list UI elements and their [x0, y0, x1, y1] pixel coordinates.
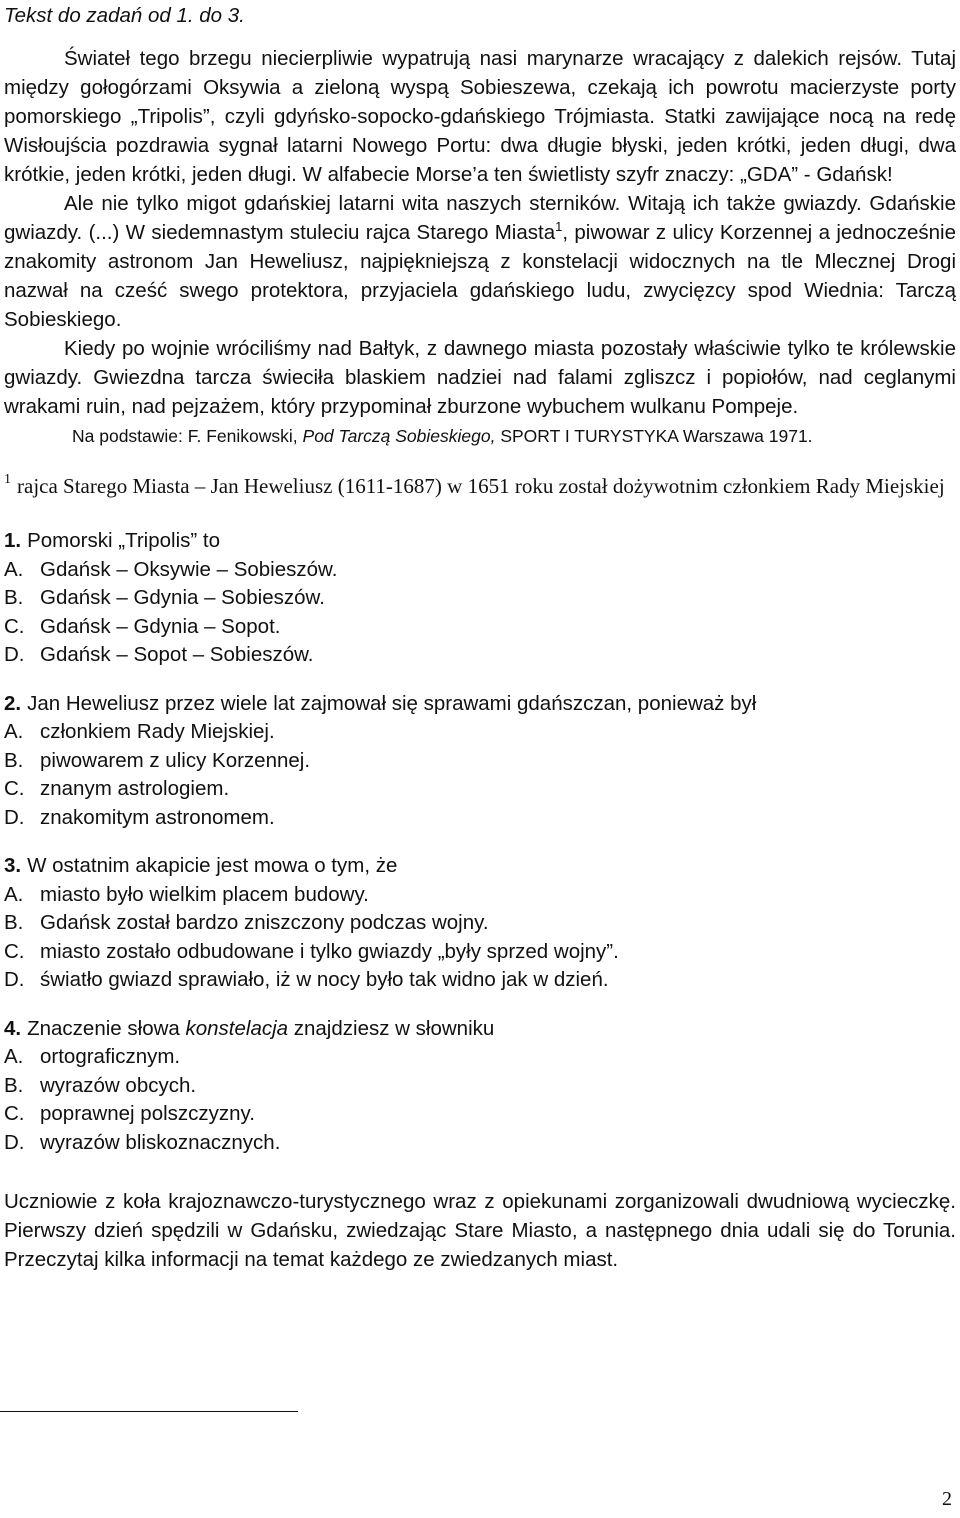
- footnote-text: rajca Starego Miasta – Jan Heweliusz (1611-1687) w 1651 roku został dożywotnim członkiem Rady Miejskiej: [17, 474, 945, 498]
- question-4: [4, 1015, 956, 1158]
- answer-option[interactable]: [4, 966, 956, 995]
- answer-option[interactable]: [4, 804, 956, 833]
- passage-paragraph-3: Kiedy po wojnie wróciliśmy nad Bałtyk, z dawnego miasta pozostały właściwie tylko te królewskie gwiazdy. Gwiezdna tarcza świeciła blaskiem nadziei nad falami zgliszcz i popiołów, nad ceglanymi wrakami ruin, nad pejzażem, który przypominał zburzone wybuchem wulkanu Pompeje.: [4, 337, 956, 418]
- option-letter: C.: [4, 1102, 25, 1125]
- answer-option[interactable]: [4, 1100, 956, 1129]
- answer-option[interactable]: [4, 584, 956, 613]
- question-text: Pomorski „Tripolis” to: [27, 529, 220, 552]
- option-text: Gdańsk – Oksywie – Sobieszów.: [40, 557, 338, 581]
- footnote-divider: [0, 1411, 298, 1412]
- option-text: Gdańsk – Gdynia – Sopot.: [40, 614, 281, 638]
- question-text: W ostatnim akapicie jest mowa o tym, że: [27, 854, 398, 877]
- option-text: wyrazów bliskoznacznych.: [40, 1130, 281, 1154]
- question-text-b: znajdziesz w słowniku: [288, 1016, 495, 1040]
- passage-paragraph-2: [4, 189, 956, 334]
- option-letter: B.: [4, 911, 24, 934]
- source-prefix: Na podstawie: F. Fenikowski,: [72, 426, 303, 446]
- option-letter: C.: [4, 939, 25, 963]
- option-text: wyrazów obcych.: [40, 1073, 197, 1097]
- answer-option[interactable]: [4, 909, 956, 938]
- section-heading: Tekst do zadań od 1. do 3.: [4, 4, 245, 27]
- answer-option[interactable]: [4, 747, 956, 776]
- question-text: Jan Heweliusz przez wiele lat zajmował się sprawami gdańszczan, ponieważ był: [27, 691, 757, 715]
- option-text: Gdańsk został bardzo zniszczony podczas wojny.: [40, 911, 489, 934]
- option-letter: D.: [4, 643, 25, 666]
- question-text-a: Znaczenie słowa: [27, 1016, 186, 1040]
- answer-option[interactable]: [4, 775, 956, 804]
- option-text: znanym astrologiem.: [40, 777, 230, 800]
- answer-option[interactable]: [4, 641, 956, 670]
- document-page: [4, 0, 956, 1295]
- footnote: [4, 471, 956, 501]
- option-letter: B.: [4, 1073, 24, 1097]
- answer-option[interactable]: [4, 718, 956, 747]
- option-text: miasto zostało odbudowane i tylko gwiazdy „były sprzed wojny”.: [40, 939, 619, 963]
- answer-option[interactable]: [4, 938, 956, 967]
- question-number: 4.: [4, 1016, 22, 1040]
- option-letter: A.: [4, 882, 24, 906]
- answer-option[interactable]: [4, 556, 956, 585]
- source-suffix: SPORT I TURYSTYKA Warszawa 1971.: [495, 426, 813, 446]
- answer-option[interactable]: [4, 1129, 956, 1158]
- question-number: 1.: [4, 529, 22, 552]
- passage-paragraph-2-text-a: Ale nie tylko migot gdańskiej latarni wita naszych sterników. Witają ich także gwiazdy. Gdańskie gwiazdy. (...) W siedemnastym stuleciu rajca Starego Miasta: [4, 192, 956, 244]
- option-letter: D.: [4, 1130, 25, 1154]
- option-text: poprawnej polszczyzny.: [40, 1102, 255, 1125]
- question-number: 3.: [4, 854, 22, 877]
- footnote-marker: 1: [4, 472, 11, 487]
- option-text: Gdańsk – Gdynia – Sobieszów.: [40, 586, 325, 609]
- answer-option[interactable]: [4, 881, 956, 910]
- question-number: 2.: [4, 691, 22, 715]
- page-number: 2: [942, 1488, 952, 1510]
- option-letter: B.: [4, 586, 24, 609]
- option-letter: A.: [4, 1045, 24, 1068]
- answer-option[interactable]: [4, 1072, 956, 1101]
- option-letter: C.: [4, 614, 25, 638]
- option-letter: A.: [4, 557, 24, 581]
- source-title: Pod Tarczą Sobieskiego,: [302, 426, 496, 446]
- option-letter: C.: [4, 777, 25, 800]
- passage-paragraph-1: Świateł tego brzegu niecierpliwie wypatrują nasi marynarze wracający z dalekich rejsów. Tutaj między gołogórzami Oksywia a zieloną wyspą Sobieszewa, czekają ich powrotu macierzyste porty pomorskiego „Tripolis”, czyli gdyńsko-sopocko-gdańskiego Trójmiasta. Statki zawijające nocą na redę Wisłoujścia pozdrawia sygnał latarni Nowego Portu: dwa długie błyski, jeden krótki, jeden długi, dwa krótkie, jeden krótki, jeden długi. W alfabecie Morse’a ten świetlisty szyfr znaczy: „GDA” - Gdańsk!: [4, 47, 956, 186]
- reading-passage: [4, 44, 956, 421]
- option-text: piwowarem z ulicy Korzennej.: [40, 748, 311, 772]
- question-keyword: konstelacja: [185, 1016, 289, 1040]
- option-text: miasto było wielkim placem budowy.: [40, 882, 369, 906]
- source-citation: [72, 423, 956, 449]
- option-letter: D.: [4, 805, 25, 829]
- answer-option[interactable]: [4, 1043, 956, 1072]
- footnote-reference: 1: [555, 219, 563, 235]
- option-text: znakomitym astronomem.: [40, 805, 275, 829]
- option-letter: B.: [4, 748, 24, 772]
- option-letter: A.: [4, 720, 24, 743]
- question-1: [4, 527, 956, 670]
- closing-paragraph: Uczniowie z koła krajoznawczo-turystycznego wraz z opiekunami zorganizowali dwudniową wycieczkę. Pierwszy dzień spędzili w Gdańsku, zwiedzając Stare Miasto, a następnego dnia udali się do Torunia. Przeczytaj kilka informacji na temat każdego ze zwiedzanych miast.: [4, 1190, 956, 1271]
- option-text: Gdańsk – Sopot – Sobieszów.: [40, 643, 314, 666]
- question-3: [4, 852, 956, 995]
- passage-paragraph-2-text-b: , piwowar z ulicy Korzennej a jednocześnie znakomity astronom Jan Heweliusz, najpiękniejszą z konstelacji widocznych na tle Mlecznej Drogi nazwał na cześć swego protektora, przyjaciela gdańskiego ludu, zwycięzcy spod Wiednia: Tarczą Sobieskiego.: [4, 221, 956, 331]
- option-letter: D.: [4, 968, 25, 991]
- answer-option[interactable]: [4, 613, 956, 642]
- question-2: [4, 690, 956, 833]
- option-text: członkiem Rady Miejskiej.: [40, 720, 275, 743]
- option-text: światło gwiazd sprawiało, iż w nocy było tak widno jak w dzień.: [40, 968, 609, 991]
- option-text: ortograficznym.: [40, 1045, 181, 1068]
